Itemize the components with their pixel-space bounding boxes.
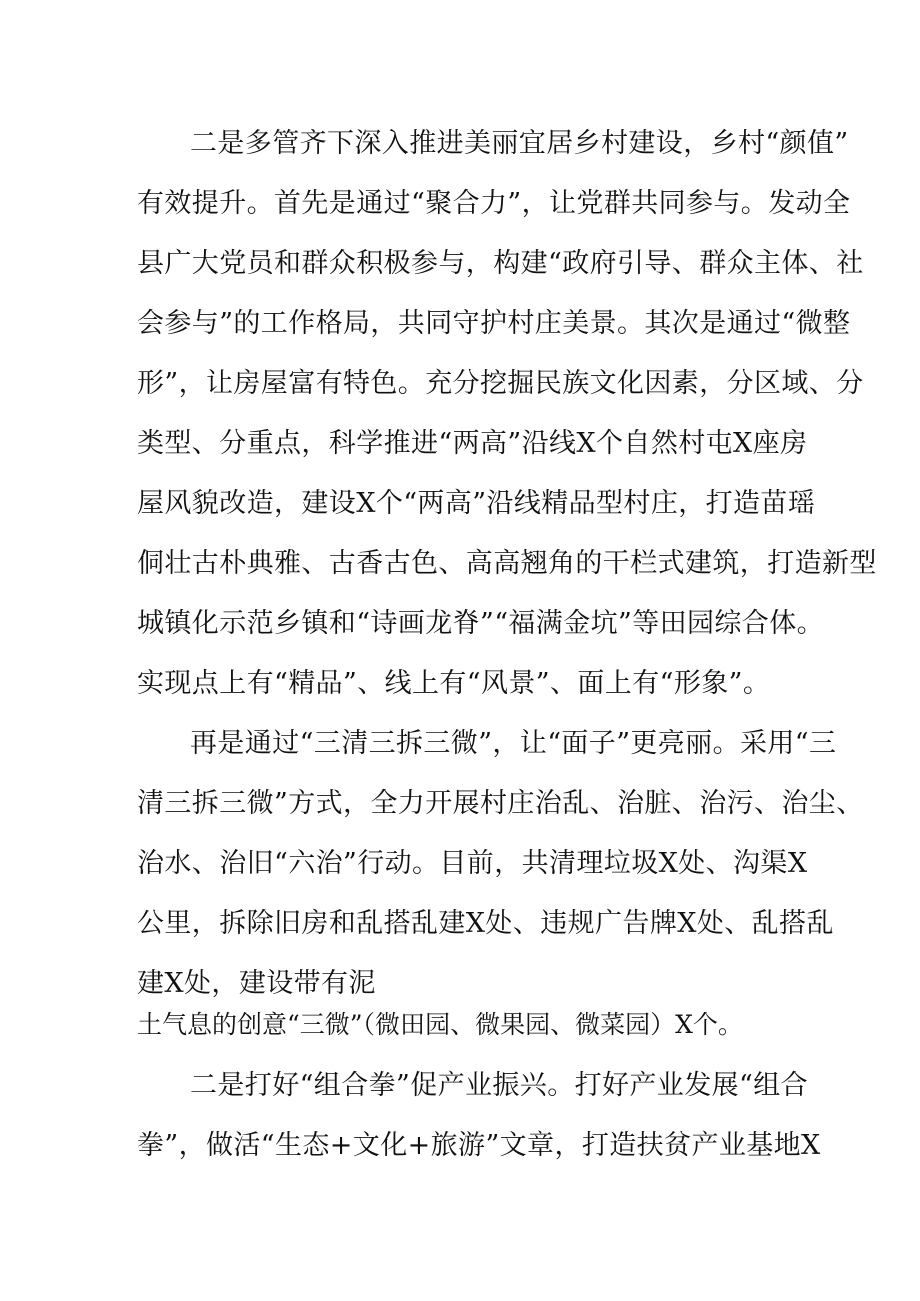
- paragraph-2-line-1: 再是通过“三清三拆三微”，让“面子”更亮丽。采用“三: [190, 728, 837, 759]
- paragraph-1-line-9: 城镇化示范乡镇和“诗画龙脊”“福满金坑”等田园综合体。: [137, 608, 825, 639]
- paragraph-2-line-6: 土气息的创意“三微”（微田园、微果园、微菜园）X个。: [137, 1010, 743, 1039]
- paragraph-2-line-5: 建X处，建设带有泥: [137, 968, 376, 999]
- paragraph-1-line-10: 实现点上有“精品”、线上有“风景”、面上有“形象”。: [137, 668, 771, 699]
- paragraph-1-line-8: 侗壮古朴典雅、古香古色、高高翘角的干栏式建筑，打造新型: [137, 548, 877, 579]
- paragraph-1-line-5: 形”，让房屋富有特色。充分挖掘民族文化因素，分区域、分: [137, 368, 864, 399]
- paragraph-2-line-2: 清三拆三微”方式，全力开展村庄治乱、治脏、治污、治尘、: [137, 788, 864, 819]
- paragraph-1-line-6: 类型、分重点，科学推进“两高”沿线X个自然村屯X座房: [137, 428, 808, 459]
- paragraph-1-line-1: 二是多管齐下深入推进美丽宜居乡村建设，乡村“颜值”: [190, 128, 849, 159]
- paragraph-1-line-4: 会参与”的工作格局，共同守护村庄美景。其次是通过“微整: [137, 308, 851, 339]
- paragraph-1-line-2: 有效提升。首先是通过“聚合力”，让党群共同参与。发动全: [137, 188, 851, 219]
- paragraph-2-line-4: 公里，拆除旧房和乱搭乱建X处、违规广告牌X处、乱搭乱: [137, 908, 834, 939]
- paragraph-1-line-3: 县广大党员和群众积极参与，构建“政府引导、群众主体、社: [137, 248, 864, 279]
- paragraph-3-line-1: 二是打好“组合拳”促产业振兴。打好产业发展“组合: [190, 1070, 809, 1101]
- paragraph-3-line-2: 拳”，做活“生态+文化+旅游”文章，打造扶贫产业基地X: [137, 1130, 821, 1161]
- paragraph-2-line-3: 治水、治旧“六治”行动。目前，共清理垃圾X处、沟渠X: [137, 848, 808, 879]
- paragraph-1-line-7: 屋风貌改造，建设X个“两高”沿线精品型村庄，打造苗瑶: [137, 488, 816, 519]
